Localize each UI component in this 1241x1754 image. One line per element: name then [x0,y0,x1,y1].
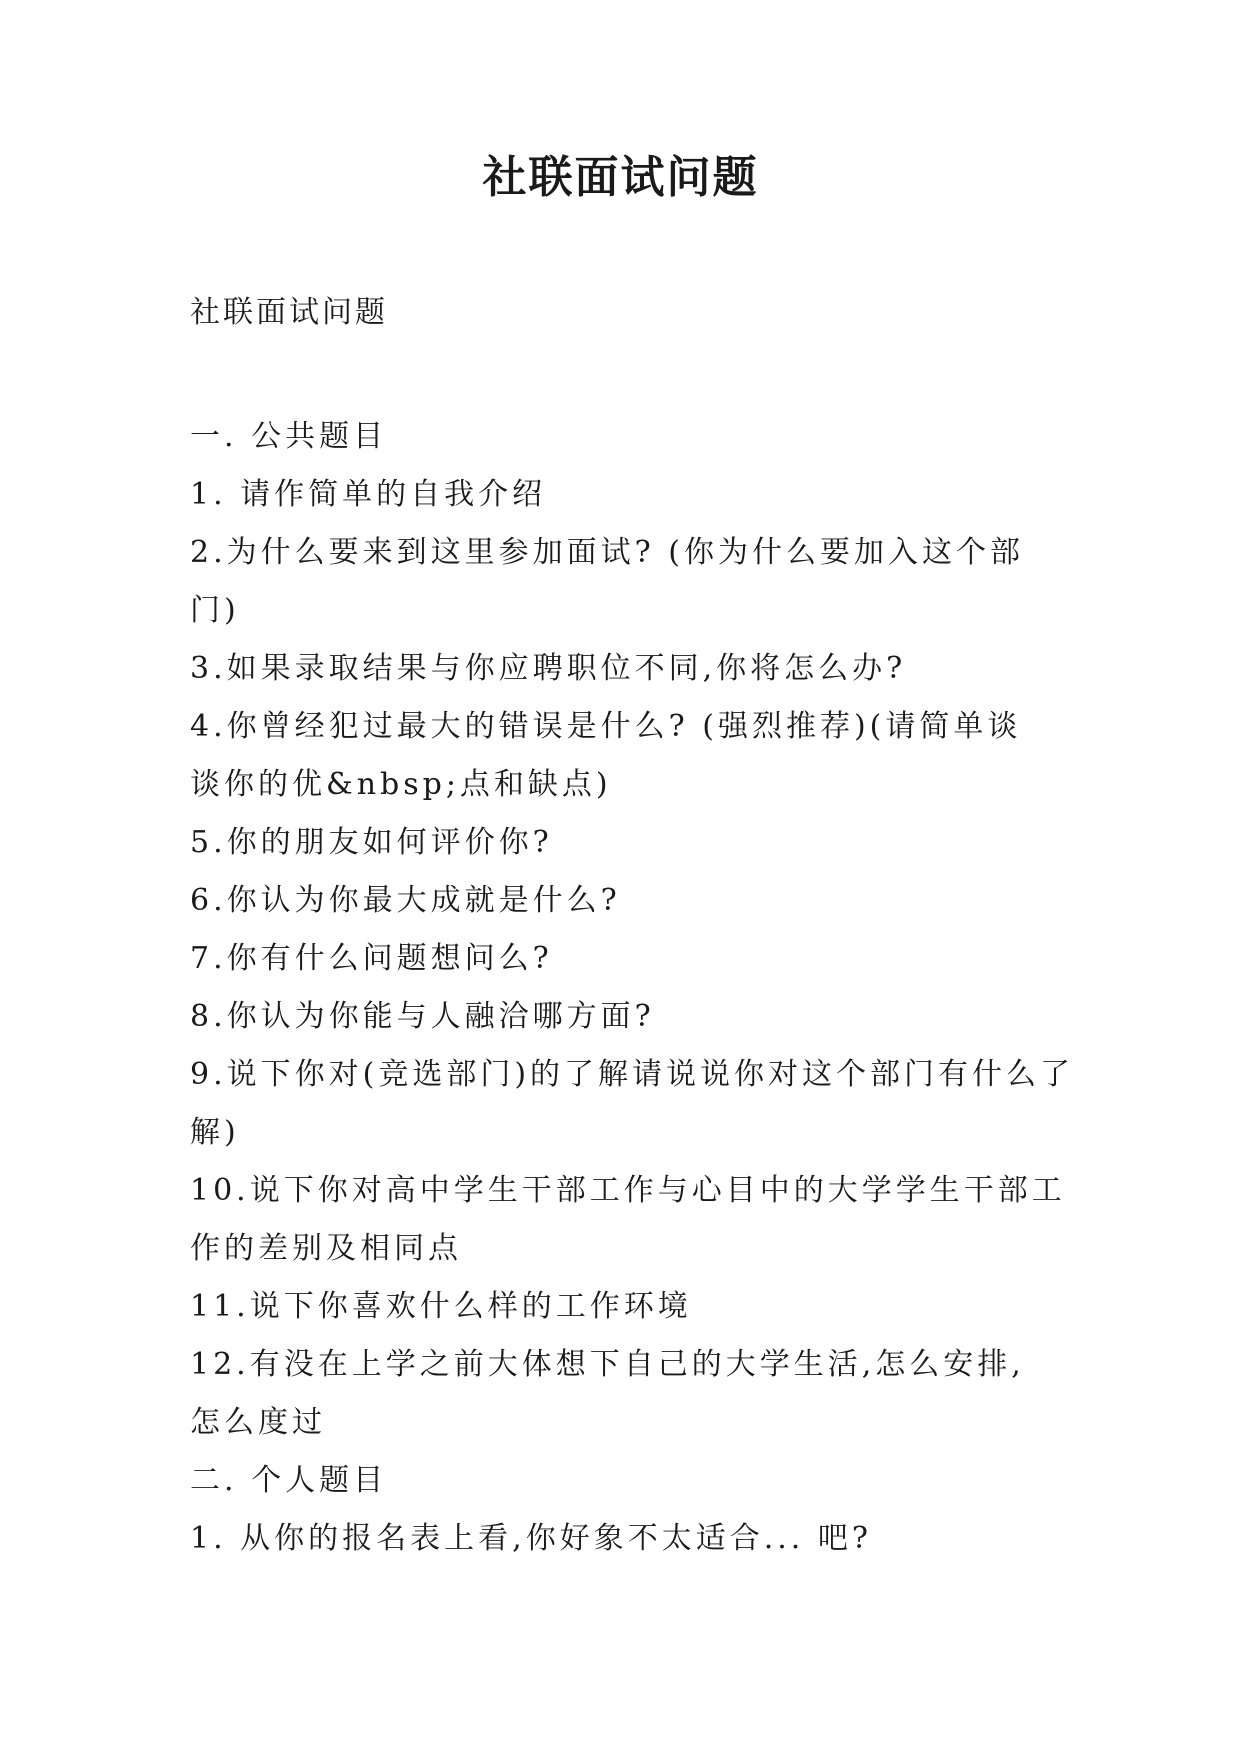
question-line: 11.说下你喜欢什么样的工作环境 [190,1289,692,1324]
question-line: 9.说下你对(竞选部门)的了解请说说你对这个部门有什么了 [190,1057,1075,1092]
question-line: 门) [190,593,240,628]
question-line: 怎么度过 [190,1405,326,1440]
document-subtitle: 社联面试问题 [190,295,388,330]
question-line: 12.有没在上学之前大体想下自己的大学生活,怎么安排, [190,1347,1025,1382]
question-line: 1. 请作简单的自我介绍 [190,477,547,512]
question-line: 2.为什么要来到这里参加面试? (你为什么要加入这个部 [190,535,1024,570]
document-title: 社联面试问题 [482,152,759,203]
question-line: 解) [190,1115,240,1150]
question-line: 1. 从你的报名表上看,你好象不太适合... 吧? [190,1521,872,1556]
question-line: 6.你认为你最大成就是什么? [190,883,621,918]
question-line: 3.如果录取结果与你应聘职位不同,你将怎么办? [190,651,907,686]
section-heading-personal: 二. 个人题目 [190,1463,388,1498]
question-line: 7.你有什么问题想问么? [190,941,553,976]
document-body [190,408,1075,1568]
question-line: 作的差别及相同点 [190,1231,462,1266]
section-heading-public: 一. 公共题目 [190,419,388,454]
question-line: 8.你认为你能与人融洽哪方面? [190,999,655,1034]
question-line: 4.你曾经犯过最大的错误是什么? (强烈推荐)(请简单谈 [190,709,1022,744]
question-line: 10.说下你对高中学生干部工作与心目中的大学学生干部工 [190,1173,1066,1208]
question-line: 5.你的朋友如何评价你? [190,825,553,860]
question-line: 谈你的优&nbsp;点和缺点) [190,767,612,802]
